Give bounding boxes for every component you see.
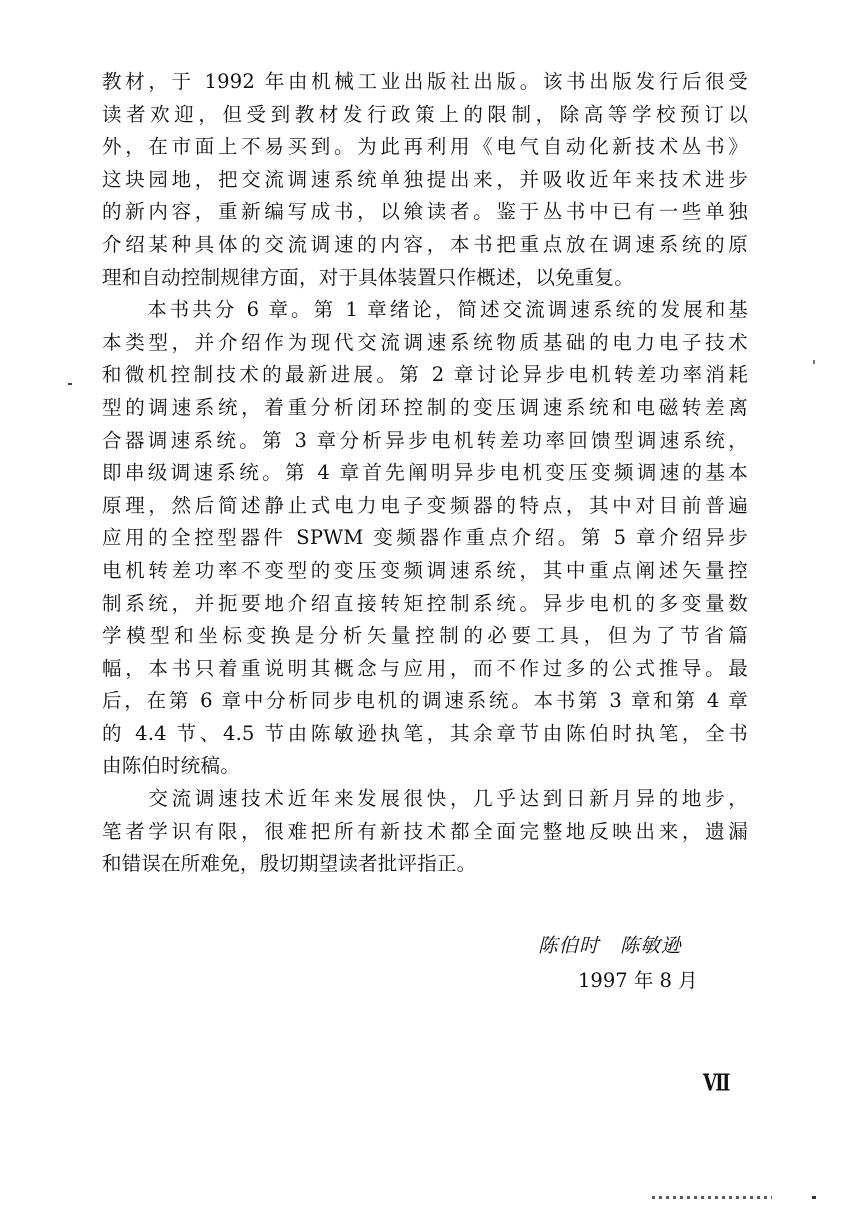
text-line: 由陈伯时统稿。 (102, 754, 240, 778)
text-line: 和错误在所难免，殷切期望读者批评指正。 (102, 852, 477, 876)
author-signature: 陈伯时 陈敏逊 (538, 934, 682, 957)
text-line: 制系统，并扼要地介绍直接转矩控制系统。异步电机的多变量数 (102, 591, 748, 615)
body-text (102, 66, 748, 881)
scan-margin-mark (813, 360, 815, 364)
text-line: 这块园地，把交流调速系统单独提出来，并吸收近年来技术进步 (102, 167, 748, 191)
scan-artifact (652, 1196, 772, 1199)
text-line: 幅，本书只着重说明其概念与应用，而不作过多的公式推导。最 (102, 656, 748, 680)
preface-date: 1997 年 8 月 (578, 969, 698, 992)
text-line: 电机转差功率不变型的变压变频调速系统，其中重点阐述矢量控 (102, 558, 748, 582)
text-line: 即串级调速系统。第 4 章首先阐明异步电机变压变频调速的基本 (102, 461, 748, 485)
text-line: 理和自动控制规律方面，对于具体装置只作概述，以免重复。 (102, 265, 634, 289)
text-line: 交流调速技术近年来发展很快，几乎达到日新月异的地步， (102, 787, 748, 811)
text-line: 本书共分 6 章。第 1 章绪论，简述交流调速系统的发展和基 (102, 298, 748, 322)
text-line: 应用的全控型器件 SPWM 变频器作重点介绍。第 5 章介绍异步 (102, 526, 748, 550)
text-line: 后，在第 6 章中分析同步电机的调速系统。本书第 3 章和第 4 章 (102, 689, 748, 713)
text-line: 读者欢迎，但受到教材发行政策上的限制，除高等学校预订以 (102, 102, 748, 126)
text-line: 和微机控制技术的最新进展。第 2 章讨论异步电机转差功率消耗 (102, 363, 748, 387)
scan-artifact (812, 1196, 816, 1199)
page-number: Ⅶ (703, 1069, 730, 1098)
text-line: 学模型和坐标变换是分析矢量控制的必要工具，但为了节省篇 (102, 624, 748, 648)
text-line: 型的调速系统，着重分析闭环控制的变压调速系统和电磁转差离 (102, 395, 748, 419)
text-line: 合器调速系统。第 3 章分析异步电机转差功率回馈型调速系统， (102, 428, 748, 452)
text-line: 的新内容，重新编写成书，以飨读者。鉴于丛书中已有一些单独 (102, 200, 748, 224)
text-line: 本类型，并介绍作为现代交流调速系统物质基础的电力电子技术 (102, 330, 748, 354)
text-line: 介绍某种具体的交流调速的内容，本书把重点放在调速系统的原 (102, 232, 748, 256)
text-line: 外，在市面上不易买到。为此再利用《电气自动化新技术丛书》 (102, 135, 748, 159)
scan-margin-mark (68, 383, 72, 385)
text-line: 原理，然后简述静止式电力电子变频器的特点，其中对目前普遍 (102, 493, 748, 517)
text-line: 笔者学识有限，很难把所有新技术都全面完整地反映出来，遗漏 (102, 819, 748, 843)
text-line: 教材，于 1992 年由机械工业出版社出版。该书出版发行后很受 (102, 70, 748, 93)
text-line: 的 4.4 节、4.5 节由陈敏逊执笔，其余章节由陈伯时执笔，全书 (102, 721, 748, 745)
